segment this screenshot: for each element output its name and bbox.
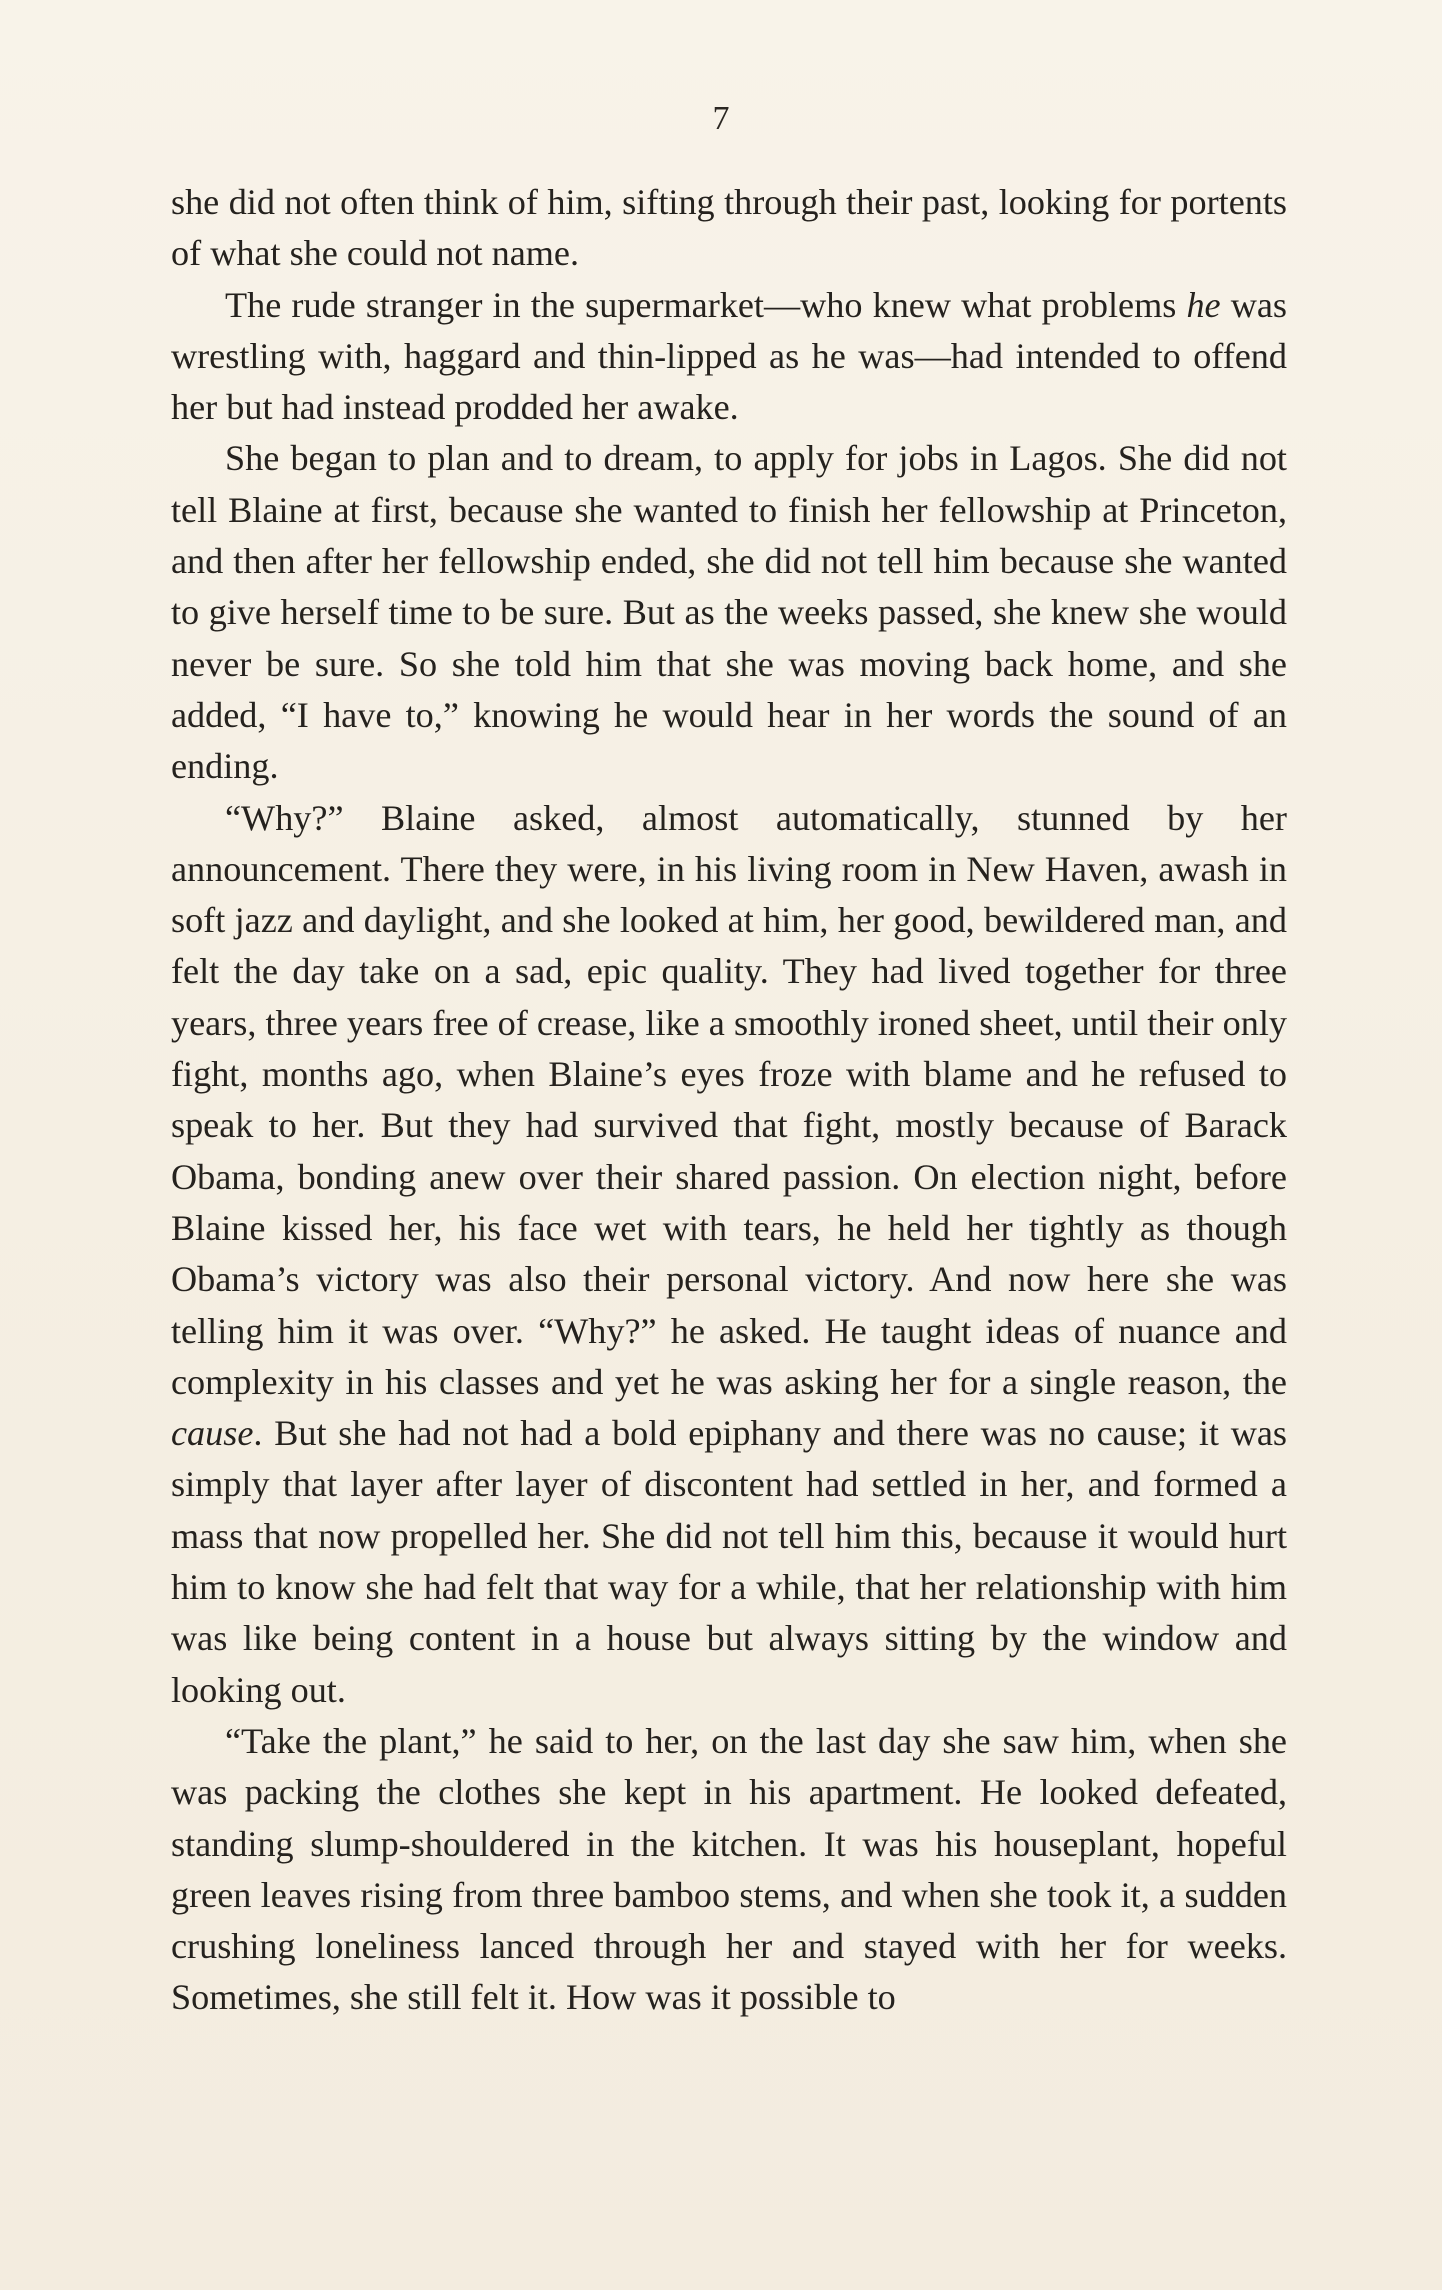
- paragraph: [171, 280, 1287, 434]
- text-run: She began to plan and to dream, to apply for jobs in Lagos. She did not tell Blaine at first, because she wanted to finish her fellowship at Princeton, and then after her fellowship ended, she did not tell him because she wanted to give herself time to be sure. But as the weeks passed, she knew she would never be sure. So she told him that she was moving back home, and she added, “I have to,” knowing he would hear in her words the sound of an ending.: [171, 438, 1287, 787]
- text-run: was wrestling with, haggard and thin-lipped as he was—had intended to offend her but had instead prodded her awake.: [171, 284, 1288, 428]
- page-number: 7: [712, 100, 730, 137]
- body-text: [171, 177, 1287, 2024]
- paragraph: [171, 1716, 1287, 2024]
- text-run: . But she had not had a bold epiphany and there was no cause; it was simply that layer after layer of discontent had settled in her, and formed a mass that now propelled her. She did not tell him this, because it would hurt him to know she had felt that way for a while, that her relationship with him was like being content in a house but always sitting by the window and looking out.: [171, 1413, 1287, 1710]
- paragraph: [171, 177, 1287, 280]
- text-run: “Why?” Blaine asked, almost automatically, stunned by her announcement. There they were, in his living room in New Haven, awash in soft jazz and daylight, and she looked at him, her good, bewildered man, and felt the day take on a sad, epic quality. They had lived together for three years, three years free of crease, like a smoothly ironed sheet, until their only fight, months ago, when Blaine’s eyes froze with blame and he refused to speak to her. But they had survived that fight, mostly because of Barack Obama, bonding anew over their shared passion. On election night, before Blaine kissed her, his face wet with tears, he held her tightly as though Obama’s victory was also their personal victory. And now here she was telling him it was over. “Why?” he asked. He taught ideas of nuance and complexity in his classes and yet he was asking her for a single reason, the: [171, 797, 1287, 1402]
- italic-text: cause: [171, 1413, 254, 1454]
- paragraph: [171, 433, 1287, 792]
- italic-text: he: [1186, 284, 1221, 325]
- text-run: The rude stranger in the supermarket—who knew what problems: [225, 284, 1187, 325]
- text-run: “Take the plant,” he said to her, on the last day she saw him, when she was packing the clothes she kept in his apartment. He looked defeated, standing slump-shouldered in the kitchen. It was his houseplant, hopeful green leaves rising from three bamboo stems, and when she took it, a sudden crushing loneliness lanced through her and stayed with her for weeks. Sometimes, she still felt it. How was it possible to: [171, 1720, 1287, 2018]
- paragraph: [171, 793, 1287, 1716]
- text-run: she did not often think of him, sifting through their past, looking for portents of what she could not name.: [171, 182, 1287, 274]
